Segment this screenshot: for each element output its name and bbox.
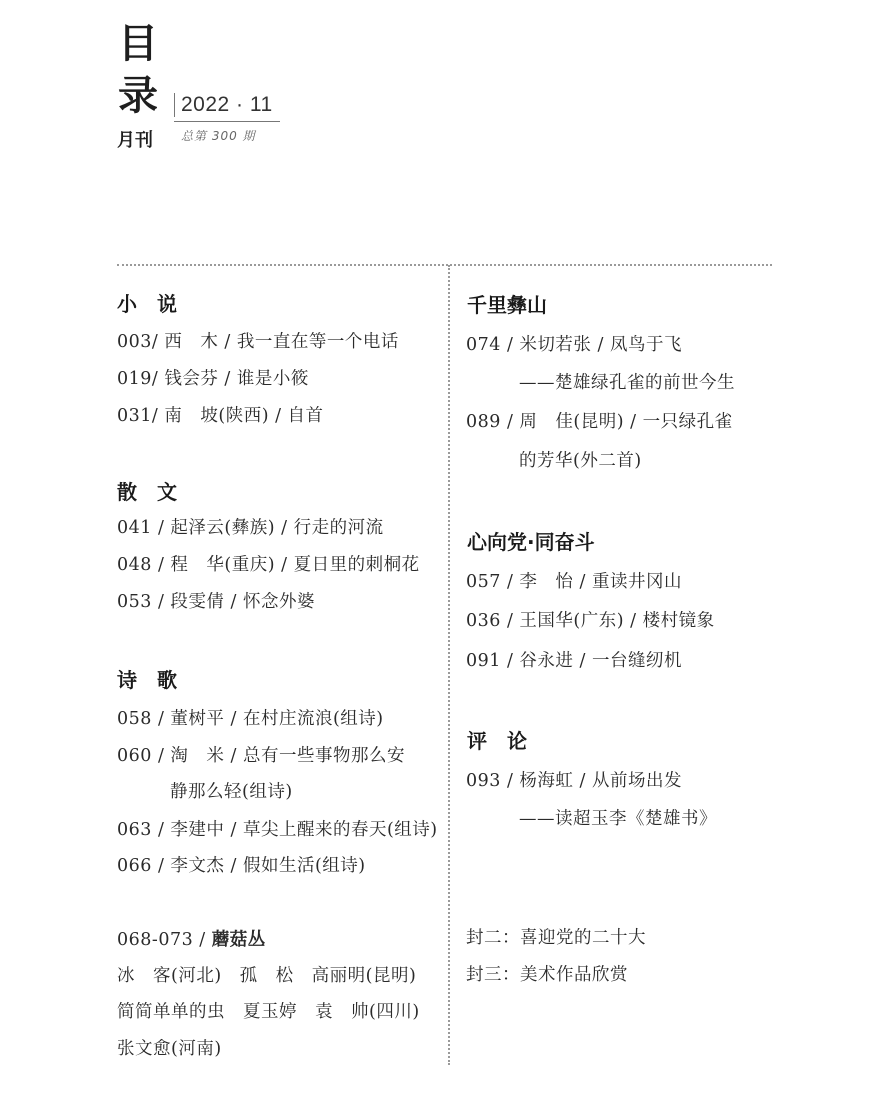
toc-entry[interactable]: 093 / 杨海虹 / 从前场出发 — [466, 771, 682, 791]
author-list-line: 冰 客(河北) 孤 松 高丽明(昆明) — [117, 966, 417, 986]
toc-entry[interactable]: 058 / 董树平 / 在村庄流浪(组诗) — [117, 709, 384, 729]
cover-two-entry[interactable]: 封二：喜迎党的二十大 — [466, 928, 646, 948]
toc-entry[interactable]: 019/ 钱会芬 / 谁是小筱 — [117, 369, 309, 389]
horizontal-dotted-divider — [117, 264, 772, 266]
mushroom-heading[interactable] — [117, 926, 266, 951]
vertical-dotted-divider — [448, 265, 450, 1065]
masthead-char-mu: 目 — [118, 21, 158, 67]
toc-entry[interactable]: 003/ 西 木 / 我一直在等一个电话 — [117, 332, 399, 352]
toc-entry-continuation[interactable]: 静那么轻(组诗) — [170, 782, 293, 802]
toc-entry[interactable]: 066 / 李文杰 / 假如生活(组诗) — [117, 856, 366, 876]
toc-entry[interactable]: 041 / 起泽云(彝族) / 行走的河流 — [117, 518, 384, 538]
section-title-mushroom: 蘑菇丛 — [211, 930, 266, 950]
author-list-line: 简简单单的虫 夏玉婷 袁 帅(四川) — [117, 1002, 420, 1022]
section-title-yishan: 千里彝山 — [467, 293, 547, 317]
toc-entry[interactable]: 063 / 李建中 / 草尖上醒来的春天(组诗) — [117, 820, 438, 840]
section-title-fiction: 小 说 — [117, 292, 177, 316]
mushroom-page-range: 068-073 / — [117, 930, 212, 950]
toc-entry-subtitle[interactable]: ——楚雄绿孔雀的前世今生 — [519, 373, 735, 393]
section-title-prose: 散 文 — [117, 480, 177, 504]
toc-entry[interactable]: 060 / 淘 米 / 总有一些事物那么安 — [117, 746, 405, 766]
cover-three-entry[interactable]: 封三：美术作品欣赏 — [466, 965, 628, 985]
toc-entry[interactable]: 036 / 王国华(广东) / 楼村镜象 — [466, 611, 715, 631]
masthead-subtitle: 月刊 — [117, 130, 153, 151]
issue-date: 2022 · 11 — [181, 93, 273, 116]
issue-box — [174, 93, 273, 117]
toc-entry[interactable]: 074 / 米切若张 / 凤鸟于飞 — [466, 335, 682, 355]
section-title-party: 心向党·同奋斗 — [467, 530, 595, 554]
issue-total: 总第 300 期 — [181, 129, 256, 143]
toc-entry-continuation[interactable]: 的芳华(外二首) — [519, 451, 642, 471]
toc-entry[interactable]: 053 / 段雯倩 / 怀念外婆 — [117, 592, 315, 612]
toc-entry[interactable]: 091 / 谷永进 / 一台缝纫机 — [466, 651, 682, 671]
toc-entry[interactable]: 031/ 南 坡(陕西) / 自首 — [117, 406, 324, 426]
masthead-char-lu: 录 — [118, 73, 158, 119]
section-title-review: 评 论 — [467, 729, 527, 753]
toc-entry[interactable]: 089 / 周 佳(昆明) / 一只绿孔雀 — [466, 412, 733, 432]
author-list-line: 张文愈(河南) — [117, 1039, 222, 1059]
issue-divider — [174, 121, 280, 122]
toc-entry[interactable]: 048 / 程 华(重庆) / 夏日里的刺桐花 — [117, 555, 420, 575]
toc-entry-subtitle[interactable]: ——读超玉李《楚雄书》 — [519, 809, 717, 829]
toc-entry[interactable]: 057 / 李 怡 / 重读井冈山 — [466, 572, 682, 592]
section-title-poetry: 诗 歌 — [117, 668, 177, 692]
